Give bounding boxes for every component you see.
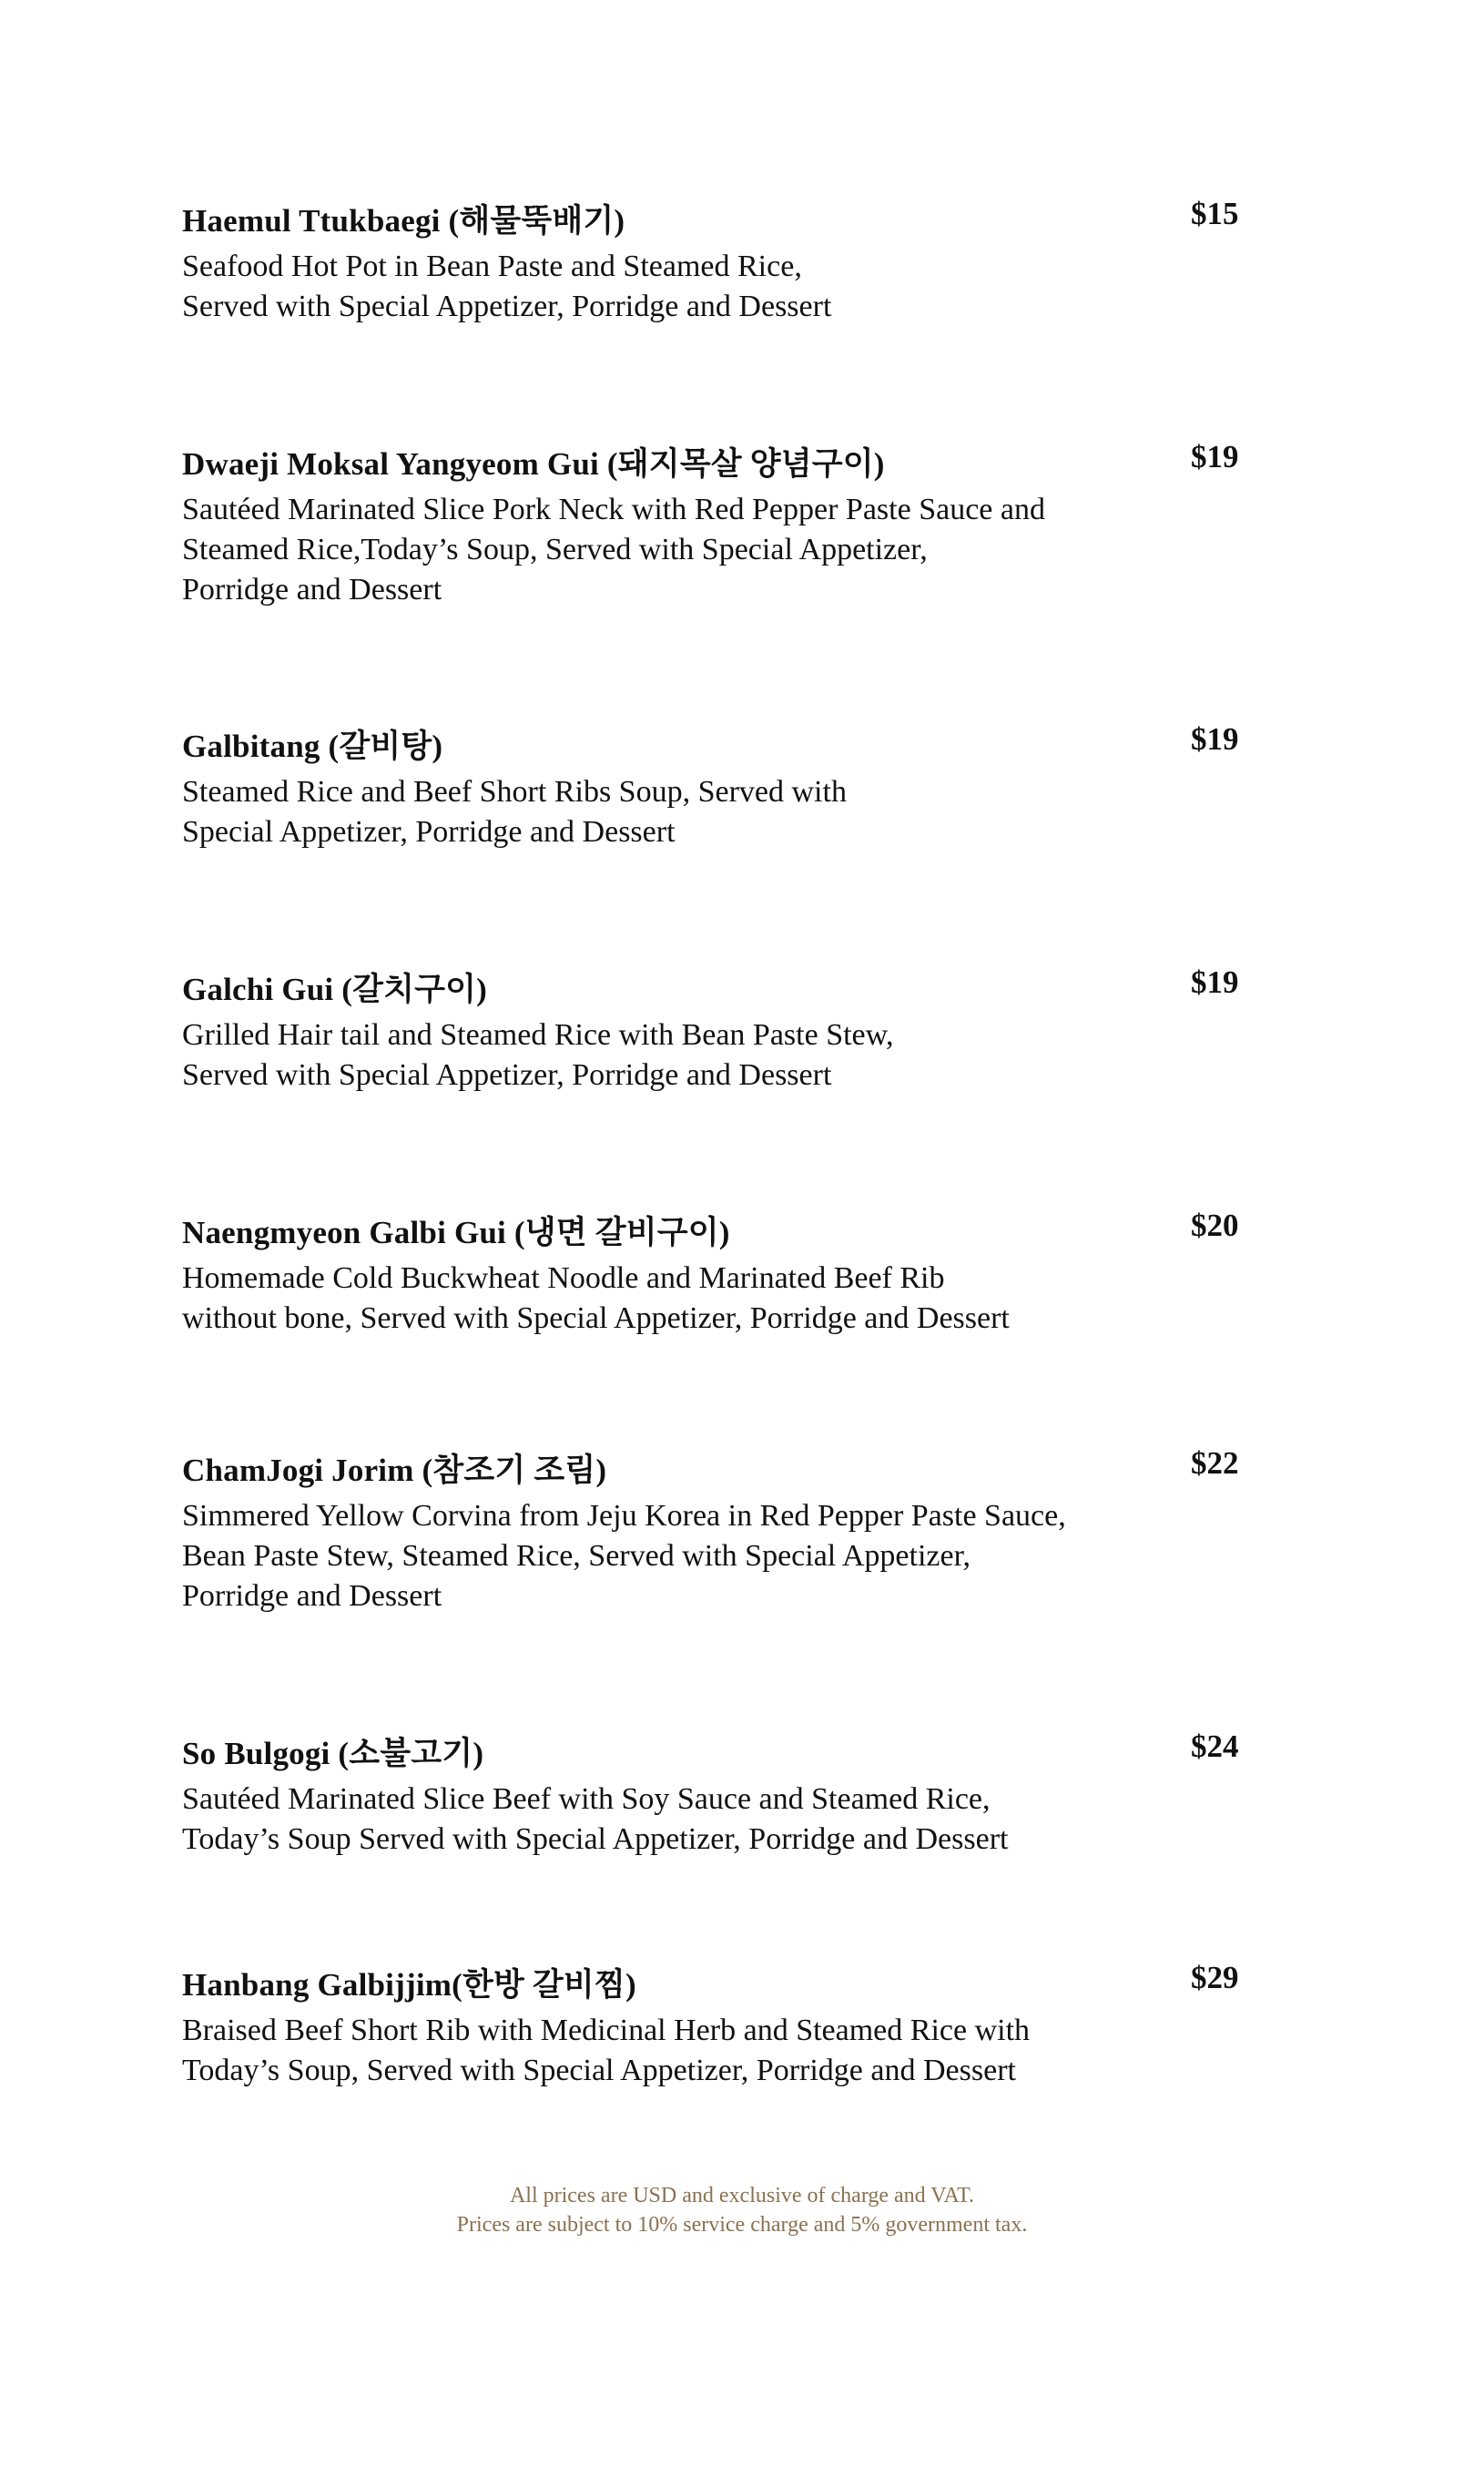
dish-name: Naengmyeon Galbi Gui (냉면 갈비구이) <box>182 1215 730 1250</box>
dish-price: $19 <box>1191 721 1239 757</box>
menu-item-header <box>182 721 1256 769</box>
menu-item <box>182 1728 1256 1860</box>
menu-item <box>182 1960 1256 2091</box>
dish-price: $19 <box>1191 439 1239 474</box>
description-line: Bean Paste Stew, Steamed Rice, Served with Special Appetizer, <box>182 1539 971 1573</box>
description-line: Today’s Soup Served with Special Appetizer, Porridge and Dessert <box>182 1822 1009 1856</box>
dish-name: So Bulgogi (소불고기) <box>182 1736 484 1771</box>
menu-item-header <box>182 1208 1256 1255</box>
description-line: Sautéed Marinated Slice Pork Neck with Red Pepper Paste Sauce and <box>182 493 1045 526</box>
dish-description <box>182 490 1184 610</box>
price-disclaimer <box>0 2181 1484 2239</box>
menu-item <box>182 1208 1256 1339</box>
dish-description <box>182 2011 1184 2091</box>
description-line: Steamed Rice and Beef Short Ribs Soup, Served with <box>182 775 847 809</box>
dish-description <box>182 1779 1184 1860</box>
menu-item-header <box>182 439 1256 486</box>
description-line: Homemade Cold Buckwheat Noodle and Marinated Beef Rib <box>182 1261 945 1295</box>
disclaimer-line: All prices are USD and exclusive of charge and VAT. <box>509 2184 975 2208</box>
dish-price: $15 <box>1191 196 1239 231</box>
dish-description <box>182 1015 1184 1096</box>
dish-name: Galbitang (갈비탕) <box>182 729 443 764</box>
dish-name: Galchi Gui (갈치구이) <box>182 972 488 1007</box>
dish-name: ChamJogi Jorim (참조기 조림) <box>182 1453 607 1488</box>
description-line: Simmered Yellow Corvina from Jeju Korea in Red Pepper Paste Sauce, <box>182 1499 1066 1533</box>
description-line: Today’s Soup, Served with Special Appetizer, Porridge and Dessert <box>182 2054 1016 2087</box>
menu-item-header <box>182 196 1256 243</box>
menu-item <box>182 196 1256 327</box>
dish-price: $20 <box>1191 1208 1239 1243</box>
description-line: Special Appetizer, Porridge and Dessert <box>182 815 676 849</box>
menu-item <box>182 721 1256 852</box>
menu-item <box>182 964 1256 1096</box>
dish-description <box>182 1259 1184 1339</box>
dish-description <box>182 1496 1184 1616</box>
description-line: without bone, Served with Special Appetizer, Porridge and Dessert <box>182 1301 1010 1335</box>
menu-item <box>182 439 1256 610</box>
menu-item-header <box>182 1445 1256 1493</box>
dish-price: $19 <box>1191 964 1239 1000</box>
menu-item-header <box>182 1728 1256 1776</box>
menu-item-header <box>182 964 1256 1012</box>
dish-name: Hanbang Galbijjim(한방 갈비찜) <box>182 1967 636 2003</box>
description-line: Steamed Rice,Today’s Soup, Served with Special Appetizer, <box>182 533 928 566</box>
disclaimer-line: Prices are subject to 10% service charge and 5% government tax. <box>456 2213 1028 2237</box>
description-line: Braised Beef Short Rib with Medicinal Herb and Steamed Rice with <box>182 2014 1031 2047</box>
description-line: Served with Special Appetizer, Porridge and Dessert <box>182 290 832 323</box>
dish-price: $29 <box>1191 1960 1239 1995</box>
dish-name: Haemul Ttukbaegi (해물뚝배기) <box>182 203 625 239</box>
menu-item-header <box>182 1960 1256 2007</box>
description-line: Porridge and Dessert <box>182 573 442 607</box>
dish-name: Dwaeji Moksal Yangyeom Gui (돼지목살 양념구이) <box>182 446 885 482</box>
dish-price: $22 <box>1191 1445 1239 1481</box>
description-line: Porridge and Dessert <box>182 1579 442 1613</box>
description-line: Grilled Hair tail and Steamed Rice with Bean Paste Stew, <box>182 1018 894 1052</box>
dish-price: $24 <box>1191 1728 1239 1764</box>
dish-description <box>182 772 1184 852</box>
description-line: Seafood Hot Pot in Bean Paste and Steamed Rice, <box>182 250 802 283</box>
menu-item <box>182 1445 1256 1616</box>
dish-description <box>182 247 1184 327</box>
description-line: Sautéed Marinated Slice Beef with Soy Sauce and Steamed Rice, <box>182 1782 991 1816</box>
description-line: Served with Special Appetizer, Porridge and Dessert <box>182 1058 832 1092</box>
